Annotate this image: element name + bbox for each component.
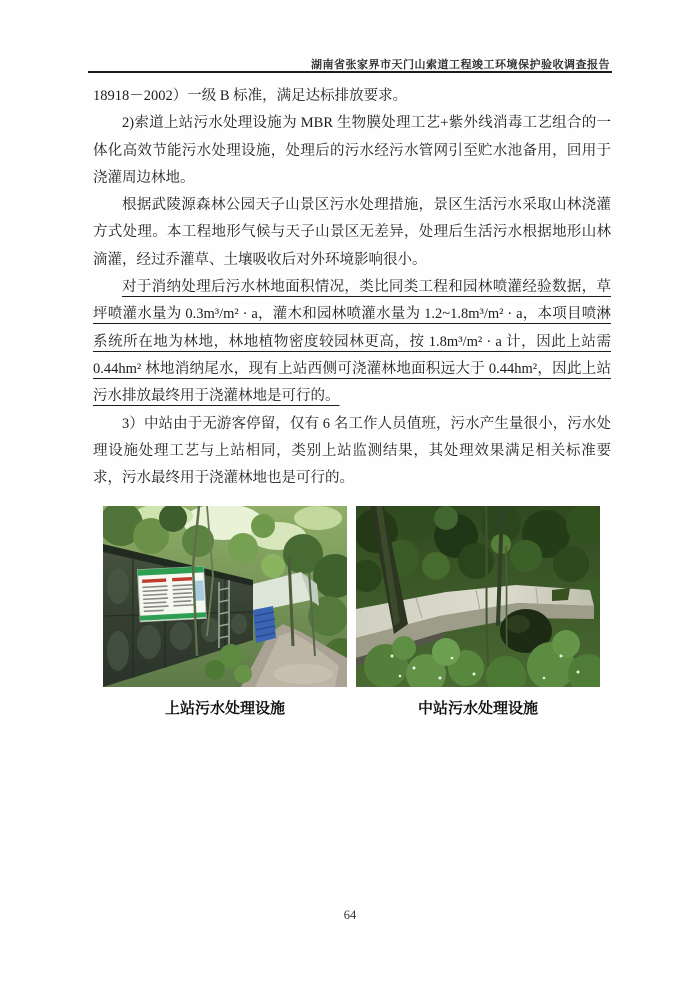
page-number: 64 [343, 908, 357, 922]
body-text [93, 83, 611, 492]
paragraph-upper-station-mbr: 2)索道上站污水处理设施为 MBR 生物膜处理工艺+紫外线消毒工艺组合的一体化高效节能污水处理设施，处理后的污水经污水管网引至贮水池备用，回用于浇灌周边林地。 [93, 115, 611, 186]
paragraph-tianzishan-reference: 根据武陵源森林公园天子山景区污水处理措施，景区生活污水采取山林浇灌方式处理。本工程地形气候与天子山景区无差异，处理后生活污水根据地形山林滴灌，经过乔灌草、土壤吸收后对外环境影响很小。 [93, 197, 611, 268]
figure-upper-station [103, 506, 347, 718]
paragraph-irrigation-area-underlined: 对于消纳处理后污水林地面积情况，类比同类工程和园林喷灌经验数据，草坪喷灌水量为 0.3m³/m² · a，灌木和园林喷灌水量为 1.2~1.8m³/m² · a，本项目喷淋系统所在地为林地，林地植物密度较园林更高，按 1.8m³/m² · a 计，因此上站需 0.44hm² 林地消纳尾水，现有上站西侧可浇灌林地面积远大于 0.44hm²，因此上站污水排放最终用于浇灌林地是可行的。 [93, 279, 611, 405]
paragraph-middle-station: 3）中站由于无游客停留，仅有 6 名工作人员值班，污水产生量很小，污水处理设施处理工艺与上站相同，类别上站监测结果，其处理效果满足相关标准要求，污水最终用于浇灌林地也是可行的。 [93, 415, 611, 487]
header-rule [88, 71, 612, 73]
caption-upper-station: 上站污水处理设施 [164, 700, 285, 717]
caption-middle-station: 中站污水处理设施 [417, 700, 538, 717]
photo-middle-station-sewage-facility [356, 506, 600, 687]
header-title: 湖南省张家界市天门山索道工程竣工环境保护验收调查报告 [311, 59, 610, 71]
figure-middle-station [356, 506, 600, 718]
photo-upper-station-sewage-facility [103, 506, 347, 687]
figures-row [103, 506, 600, 718]
paragraph-standard-compliance: 18918－2002）一级 B 标准，满足达标排放要求。 [93, 88, 408, 104]
